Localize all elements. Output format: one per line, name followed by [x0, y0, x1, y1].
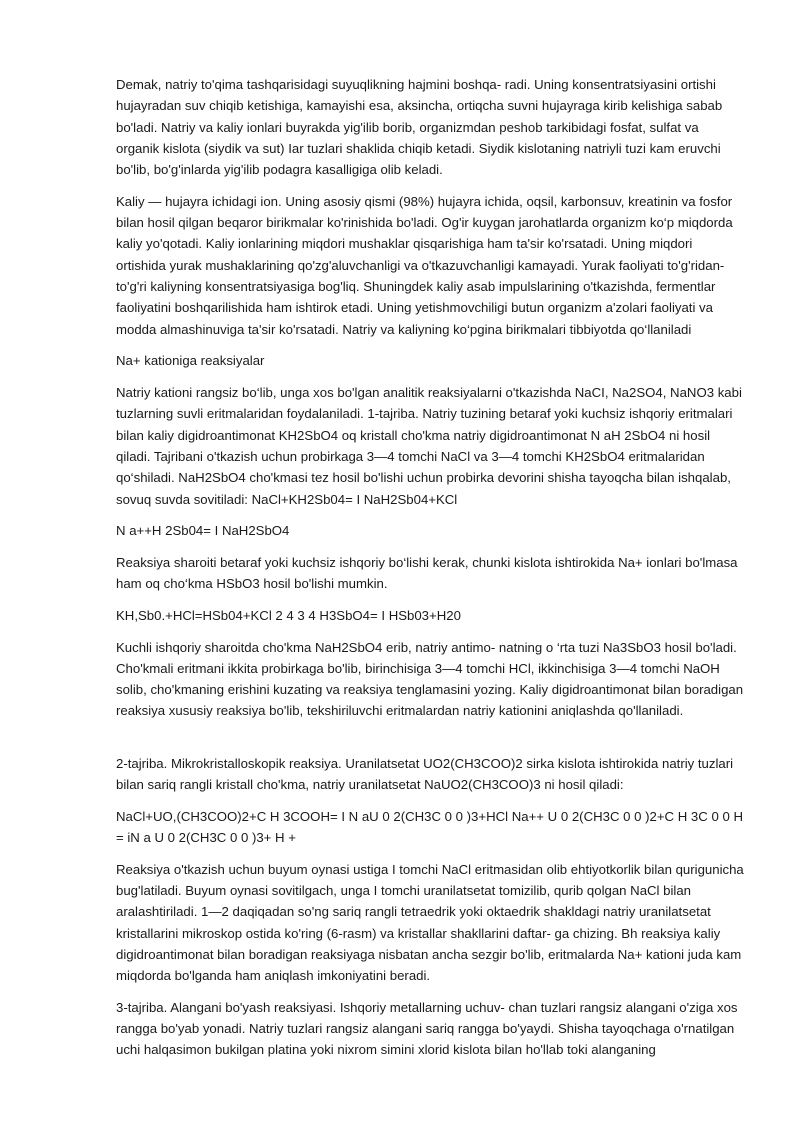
paragraph-strong-alkaline: Kuchli ishqoriy sharoitda cho'kma NaH2SbO4 erib, natriy antimo- natning o ‘rta tuzi Na3SbO3 hosil bo'ladi. Cho'kmali eritmani ikkita probirkaga bo'lib, birinchisiga 3—4 tomchi HCl, ikkinchisiga 3—4 tomchi NaOH solib, cho'kmaning erishini kuzating va reaksiya tenglamasini yozing. Kaliy digidroantimonat bilan boradigan reaksiya xususiy reaksiya bo'lib, tekshiriluvchi eritmalardan natriy kationini aniqlashda qo'llaniladi.	[116, 639, 744, 719]
paragraph-reaction-conditions: Reaksiya sharoiti betaraf yoki kuchsiz ishqoriy bo‘lishi kerak, chunki kislota ishtirokida Na+ ionlari bo'lmasa ham oq cho‘kma HSbO3 hosil bo'lishi mumkin.	[116, 554, 738, 592]
paragraph-experiment-2: 2-tajriba. Mikrokristalloskopik reaksiya. Uranilatsetat UO2(CH3COO)2 sirka kislota ishtirokida natriy tuzlari bilan sariq rangli kristall cho'kma, natriy uranilatsetat NaUO2(CH3COO)3 ni hosil qiladi:	[116, 755, 734, 793]
paragraph-experiment-3: 3-tajriba. Alangani bo'yash reaksiyasi. Ishqoriy metallarning uchuv- chan tuzlari rangsiz alangani o'ziga xos rangga bo'yab yonadi. Natriy tuzlari rangsiz alangani sariq rangga bo'yaydi. Shisha tayoqchaga o'rnatilgan uchi halqasimon bukilgan platina yoki nixrom simini xlorid kislota bilan ho'llab toki alanganing	[116, 999, 738, 1058]
paragraph-sodium-effects: Demak, natriy to'qima tashqarisidagi suyuqlikning hajmini boshqa- radi. Uning konsentratsiyasini ortishi hujayradan suv chiqib ketishiga, kamayishi esa, aksincha, ortiqcha suvni hujayraga kirib kelishiga sabab bo'ladi. Natriy va kaliy ionlari buyrakda yig'ilib borib, organizmdan peshob tarkibidagi fosfat, sulfat va organik kislota (siydik va sut) Iar tuzlari shaklida chiqib ketadi. Siydik kislotaning natriyli tuzi kam eruvchi bo'lib, bo'g'inlarda yig'ilib podagra kasalligiga olib keladi.	[116, 77, 723, 178]
equation-uranylacetate: NaCl+UO,(CH3COO)2+C H 3COOH= I N aU 0 2(CH3C 0 0 )3+HCl Na++ U 0 2(CH3C 0 0 )2+C H 3C 0 0 H = iN a U 0 2(CH3C 0 0 )3+ H +	[116, 808, 743, 846]
document-page	[116, 74, 744, 1071]
paragraph-microscope-procedure: Reaksiya o'tkazish uchun buyum oynasi ustiga I tomchi NaCl eritmasidan olib ehtiyotkorlik bilan qurigunicha bug'latiladi. Buyum oynasi sovitilgach, unga I tomchi uranilatsetat tomizilib, qurib qolgan NaCl bilan aralashtiriladi. 1—2 daqiqadan so'ng sariq rangli tetraedrik yoki oktaedrik shakldagi natriy uranilatsetat kristallarini mikroskop ostida ko'ring (6-rasm) va kristallar shakllarini daftar- ga chizing. Bh reaksiya kaliy digidroantimonat bilan boradigan reaksiyaga nisbatan ancha sezgir bo'lib, eritmalarda Na+ kationi juda kam miqdorda bo'lganda ham aniqlash imkoniyatini beradi.	[116, 861, 744, 984]
section-heading-na-reactions: Na+ kationiga reaksiyalar	[116, 353, 265, 369]
paragraph-experiment-1: Natriy kationi rangsiz bo‘lib, unga xos bo'lgan analitik reaksiyalarni o'tkazishda NaCI, Na2SO4, NaNO3 kabi tuzlarning suvli eritmalaridan foydalaniladi. 1-tajriba. Natriy tuzining betaraf yoki kuchsiz ishqoriy eritmalari bilan kaliy digidroantimonat KH2SbO4 oq kristall cho'kma natriy digidroantimonat N aH 2SbO4 ni hosil qiladi. Tajribani o'tkazish uchun probirkaga 3—4 tomchi NaCl va 3—4 tomchi KH2SbO4 eritmalaridan qo‘shiladi. NaH2SbO4 cho'kmasi tez hosil bo'lishi uchun probirka devorini shisha tayoqcha bilan ishqalab, sovuq suvda sovitiladi: NaCl+KH2Sb04= I NaH2Sb04+KCl	[116, 385, 742, 507]
paragraph-potassium: Kaliy — hujayra ichidagi ion. Uning asosiy qismi (98%) hujayra ichida, oqsil, karbonsuv, kreatinin va fosfor bilan hosil qilgan beqaror birikmalar ko'rinishida bo'ladi. Og'ir kuygan jarohatlarda organizm ko‘p miqdorda kaliy yo'qotadi. Kaliy ionlarining miqdori mushaklar qisqarishiga ham ta'sir ko'rsatadi. Uning miqdori ortishida yurak mushaklarining qo'zg'aluvchanligi va o'tkazuvchanligi kamayadi. Yurak faoliyati to'g'ridan-to'g'ri kaliyning konsentratsiyasiga bog'liq. Shuningdek kaliy asab impulslarining o'tkazishda, fermentlar faoliyatini boshqarilishida ham ishtirok etadi. Uning yetishmovchiligi butun organizm a'zolari faoliyati va modda almashinuviga ta'sir ko'rsatadi. Natriy va kaliyning ko‘pgina birikmalari tibbiyotda qo‘llaniladi	[116, 193, 733, 337]
equation-ionic-1: N a++H 2Sb04= I NaH2SbO4	[116, 523, 290, 539]
equation-hsbo3: KH,Sb0.+HCl=HSb04+KCl 2 4 3 4 H3SbO4= I HSb03+H20	[116, 607, 461, 623]
